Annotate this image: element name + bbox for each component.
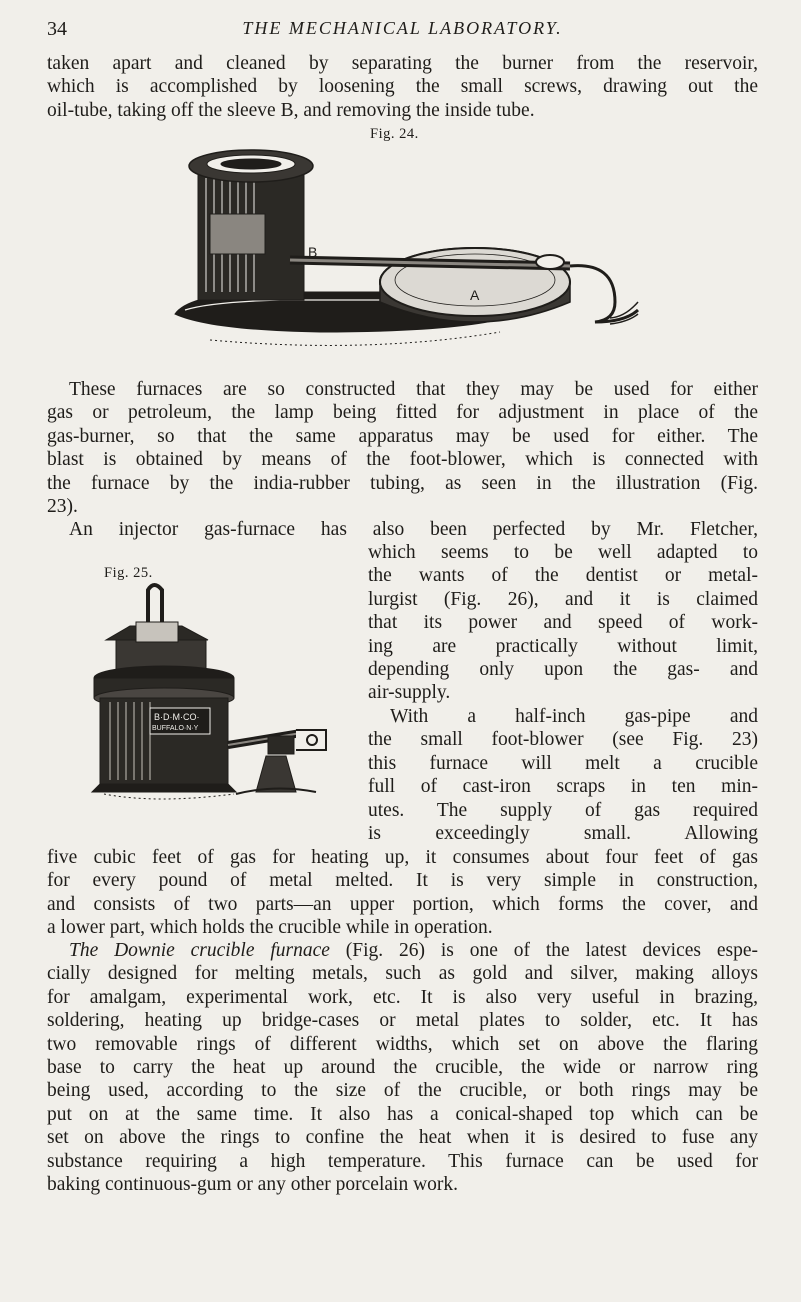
text-line: the furnace by the india-rubber tubing, as seen in the illustration (Fig. — [47, 472, 758, 494]
text-line: lurgist (Fig. 26), and it is claimed — [368, 588, 758, 610]
text-line: soldering, heating up bridge-cases or metal plates to solder, etc. It has — [47, 1010, 758, 1032]
lifting-hook — [148, 585, 162, 624]
text-line: depending only upon the gas- and — [368, 659, 758, 681]
maker-plate-line-2: BUFFALO·N·Y — [152, 725, 199, 732]
text-line: blast is obtained by means of the foot-blower, which is connected with — [47, 449, 758, 471]
paragraph-halfinch-side — [368, 705, 758, 845]
text-line: An injector gas-furnace has also been perfected by Mr. Fletcher, — [69, 519, 758, 540]
text-line: With a half-inch gas-pipe and — [390, 706, 758, 727]
text-line: base to carry the heat up around the crucible, the wide or narrow ring — [47, 1057, 758, 1079]
text-line: cially designed for melting metals, such as gold and silver, making alloys — [47, 963, 758, 985]
text-line: ing are practically without limit, — [368, 635, 758, 657]
text-line: which seems to be well adapted to — [368, 542, 758, 563]
text-line — [47, 939, 758, 962]
text-line: utes. The supply of gas required — [368, 799, 758, 821]
text-line: two removable rings of different widths, which set on above the flaring — [47, 1033, 758, 1055]
paragraph-injector-first-line — [47, 518, 758, 541]
text-line: for every pound of metal melted. It is very simple in construction, — [47, 870, 758, 892]
text-line: the small foot-blower (see Fig. 23) — [368, 729, 758, 751]
injector-nozzle — [296, 730, 326, 750]
furnace-name: The Downie crucible furnace — [69, 940, 330, 961]
shadow-hatching — [210, 332, 500, 345]
text-line: for amalgam, experimental work, etc. It is also very useful in brazing, — [47, 986, 758, 1008]
paragraph-injector-side — [368, 541, 758, 705]
text-line: oil-tube, taking off the sleeve B, and removing the inside tube. — [47, 99, 535, 121]
text-line: 23). — [47, 496, 78, 518]
text-line: being used, according to the size of the crucible, or both rings may be — [47, 1080, 758, 1102]
text-line: is exceedingly small. Allowing — [368, 823, 758, 845]
page-number: 34 — [47, 18, 67, 40]
text-line: substance requiring a high temperature. This furnace can be used for — [47, 1150, 758, 1172]
stand — [256, 756, 296, 792]
shadow-hatching — [104, 794, 234, 799]
sleeve-b — [210, 214, 265, 254]
paragraph-intro — [47, 52, 758, 122]
text-line: baking continuous-gum or any other porcelain work. — [47, 1174, 459, 1196]
running-title: THE MECHANICAL LABORATORY. — [242, 18, 563, 38]
figure-24-furnace-illustration — [170, 142, 640, 364]
maker-plate-line-1: B·D·M·CO· — [154, 712, 200, 722]
page-header — [47, 18, 758, 46]
figure-24-caption: Fig. 24. — [370, 126, 419, 142]
text-line: the wants of the dentist or metal- — [368, 565, 758, 587]
text-line: this furnace will melt a crucible — [368, 752, 758, 774]
rubber-tubing — [570, 266, 638, 322]
text-line: that its power and speed of work- — [368, 612, 758, 634]
text-line-rest: (Fig. 26) is one of the latest devices espe- — [329, 940, 758, 961]
text-line: five cubic feet of gas for heating up, it consumes about four feet of gas — [47, 847, 758, 868]
text-line: full of cast-iron scraps in ten min- — [368, 776, 758, 798]
paragraph-halfinch-full — [47, 846, 758, 940]
text-line: a lower part, which holds the crucible while in operation. — [47, 917, 493, 939]
text-line: and consists of two parts—an upper portion, which forms the cover, and — [47, 893, 758, 915]
label-a: A — [470, 287, 480, 303]
paragraph-downie — [47, 939, 758, 1196]
text-line: set on above the rings to confine the heat when it is desired to fuse any — [47, 1127, 758, 1149]
text-line: put on at the same time. It also has a conical-shaped top which can be — [47, 1103, 758, 1125]
text-line: taken apart and cleaned by separating the burner from the reservoir, — [47, 53, 758, 74]
paragraph-furnaces — [47, 378, 758, 518]
figure-25-furnace-illustration — [86, 580, 346, 802]
label-b: B — [308, 244, 318, 260]
text-line: gas-burner, so that the same apparatus may be used for either. The — [47, 425, 758, 447]
text-line: These furnaces are so constructed that they may be used for either — [69, 379, 758, 400]
figure-25-caption: Fig. 25. — [104, 565, 153, 581]
flared-base — [92, 784, 236, 792]
text-line: gas or petroleum, the lamp being fitted for adjustment in place of the — [47, 402, 758, 424]
text-line: which is accomplished by loosening the small screws, drawing out the — [47, 76, 758, 98]
text-line: air-supply. — [368, 682, 451, 704]
